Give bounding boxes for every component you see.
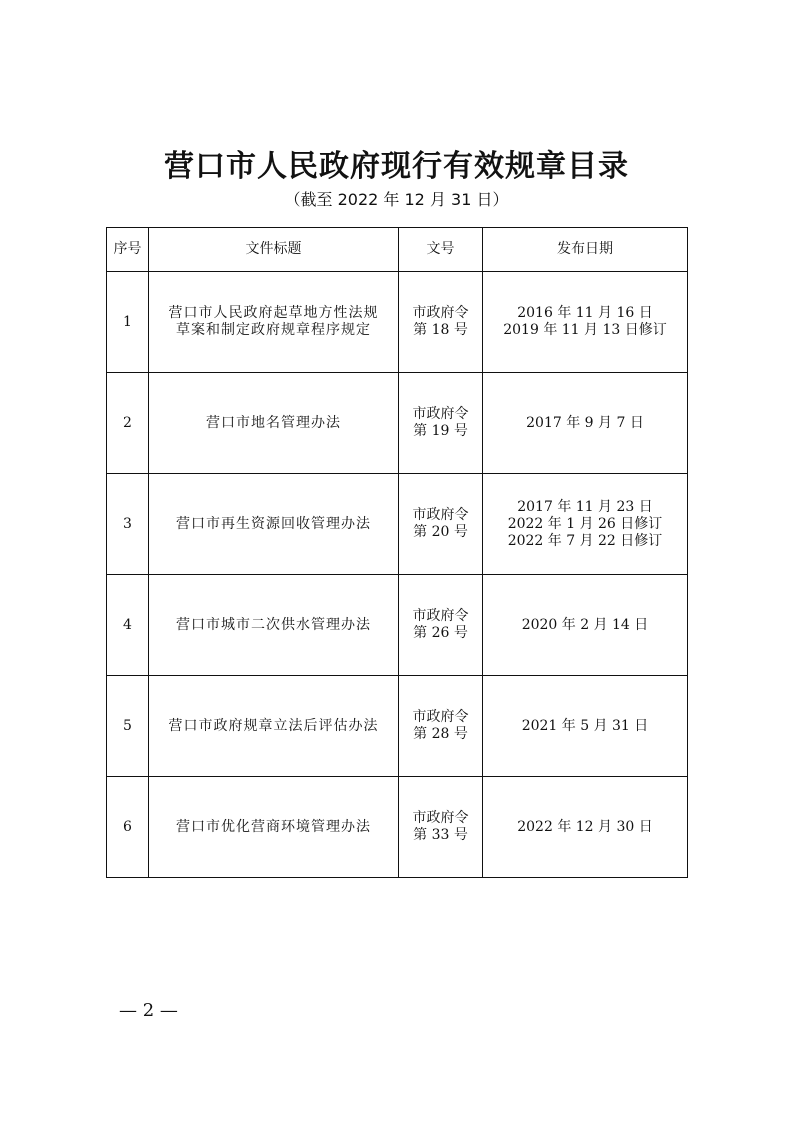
release-date-cell [483, 373, 688, 474]
document-number-cell [399, 676, 483, 777]
table-row [107, 373, 688, 474]
doc-no-line: 第 19 号 [413, 423, 468, 439]
document-title-cell [149, 474, 399, 575]
table-row [107, 474, 688, 575]
table-row [107, 676, 688, 777]
dates-line: 2022 年 7 月 22 日修订 [507, 532, 663, 549]
document-number-cell [399, 272, 483, 373]
serial-number-cell: 5 [107, 676, 149, 777]
table-row [107, 575, 688, 676]
document-title-cell [149, 777, 399, 878]
document-number-cell [399, 575, 483, 676]
dates-line: 2016 年 11 月 16 日 [517, 305, 653, 321]
doc-no-line: 市政府令 [412, 406, 469, 422]
doc-no-line: 市政府令 [412, 709, 469, 725]
serial-number-cell: 4 [107, 575, 149, 676]
document-title-cell [149, 272, 399, 373]
title-line: 营口市地名管理办法 [206, 414, 341, 431]
title-line: 草案和制定政府规章程序规定 [176, 322, 371, 338]
serial-number-cell: 1 [107, 272, 149, 373]
serial-number-cell: 2 [107, 373, 149, 474]
document-number-cell [399, 777, 483, 878]
dates-line: 2017 年 11 月 23 日 [517, 498, 653, 515]
header-document-number: 文号 [399, 228, 483, 272]
doc-no-line: 市政府令 [412, 810, 469, 826]
dates-line: 2019 年 11 月 13 日修订 [503, 322, 667, 338]
doc-no-line: 第 33 号 [413, 827, 468, 843]
doc-no-line: 第 26 号 [413, 625, 468, 641]
serial-number-cell: 3 [107, 474, 149, 575]
dates-line: 2020 年 2 月 14 日 [521, 616, 649, 633]
header-document-title: 文件标题 [149, 228, 399, 272]
title-line: 营口市优化营商环境管理办法 [176, 818, 371, 835]
table-row [107, 272, 688, 373]
document-title-cell [149, 676, 399, 777]
doc-no-line: 第 18 号 [413, 322, 468, 338]
doc-no-line: 市政府令 [412, 305, 469, 321]
document-number-cell [399, 474, 483, 575]
regulations-table [106, 227, 688, 878]
title-line: 营口市再生资源回收管理办法 [176, 515, 371, 532]
table-header-row [107, 228, 688, 272]
table-row [107, 777, 688, 878]
doc-no-line: 市政府令 [412, 507, 469, 523]
release-date-cell [483, 474, 688, 575]
dates-line: 2022 年 1 月 26 日修订 [507, 515, 663, 532]
dates-line: 2017 年 9 月 7 日 [526, 414, 644, 431]
page-subtitle: （截至 2022 年 12 月 31 日） [284, 190, 509, 209]
dates-line: 2022 年 12 月 30 日 [517, 818, 653, 835]
title-line: 营口市人民政府起草地方性法规 [168, 305, 379, 321]
doc-no-line: 市政府令 [412, 608, 469, 624]
serial-number-cell: 6 [107, 777, 149, 878]
doc-no-line: 第 20 号 [413, 524, 468, 540]
document-title-cell [149, 373, 399, 474]
title-line: 营口市政府规章立法后评估办法 [168, 717, 379, 734]
header-serial-number: 序号 [107, 228, 149, 272]
document-title-cell [149, 575, 399, 676]
header-release-date: 发布日期 [483, 228, 688, 272]
doc-no-line: 第 28 号 [413, 726, 468, 742]
title-line: 营口市城市二次供水管理办法 [176, 616, 371, 633]
release-date-cell [483, 676, 688, 777]
dates-line: 2021 年 5 月 31 日 [521, 717, 649, 734]
table-body [107, 272, 688, 878]
document-number-cell [399, 373, 483, 474]
page-number: — 2 — [119, 1000, 178, 1021]
page-title: 营口市人民政府现行有效规章目录 [164, 149, 629, 184]
release-date-cell [483, 777, 688, 878]
release-date-cell [483, 575, 688, 676]
release-date-cell [483, 272, 688, 373]
